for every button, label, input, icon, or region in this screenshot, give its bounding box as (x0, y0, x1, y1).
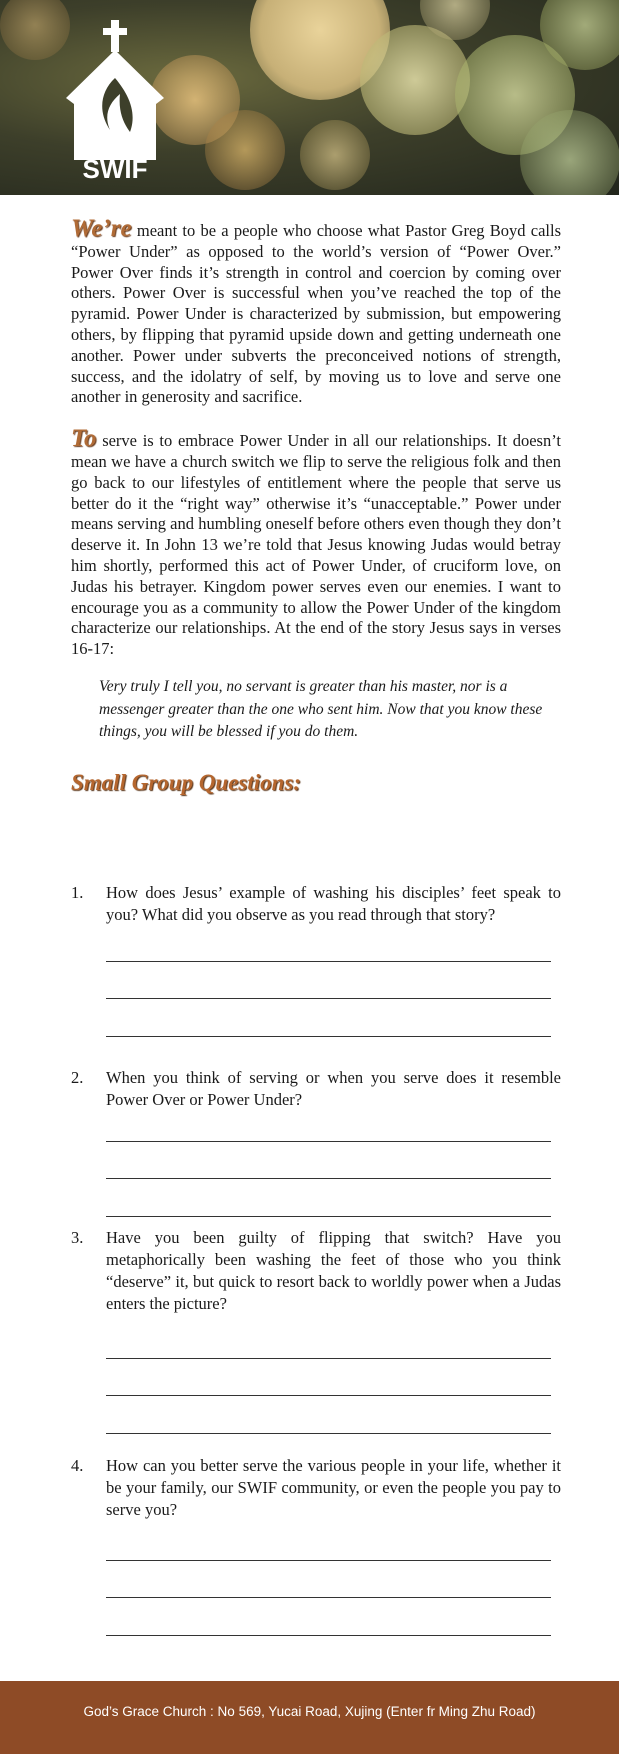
drop-word: To (71, 425, 97, 453)
question-number: 3. (71, 1228, 84, 1247)
question-text: When you think of serving or when you serve does it resemble Power Over or Power Under? (106, 1068, 561, 1109)
answer-line[interactable] (106, 1141, 551, 1142)
section-title: Small Group Questions: (71, 769, 302, 795)
answer-line[interactable] (106, 961, 551, 962)
main-content (71, 215, 561, 796)
footer-address: God’s Grace Church : No 569, Yucai Road, Xujing (Enter fr Ming Zhu Road) (83, 1704, 536, 1719)
scripture-quote: Very truly I tell you, no servant is greater than his master, nor is a messenger greater than the one who sent him. Now that you know these things, you will be blessed if you do them. (99, 677, 543, 741)
question-number: 4. (71, 1456, 84, 1475)
question-text: How does Jesus’ example of washing his disciples’ feet speak to you? What did you observe as you read through that story? (106, 883, 561, 924)
drop-word: We’re (71, 215, 132, 242)
answer-line[interactable] (106, 1635, 551, 1636)
answer-line[interactable] (106, 1036, 551, 1037)
paragraph-text: meant to be a people who choose what Pastor Greg Boyd calls “Power Under” as opposed to the world’s version of “Power Over.” Power Over finds it’s strength in control and coercion by coming over others. Power Over is successful when you’ve reached the top of the pyramid. Power Under is characterized by submission, but empowering others, by flipping that pyramid upside down and getting underneath one another. Power under subverts the preconceived notions of strength, success, and the idolatry of self, by moving us to love and serve one another in generosity and sacrifice. (71, 221, 561, 407)
answer-line[interactable] (106, 1560, 551, 1561)
question-text: Have you been guilty of flipping that switch? Have you metaphorically been washing the feet of those who you think “deserve” it, but quick to resort back to worldly power when a Judas enters the picture? (106, 1228, 561, 1313)
answer-line[interactable] (106, 1395, 551, 1396)
bokeh-light (205, 110, 285, 190)
header-banner (0, 0, 619, 195)
answer-line[interactable] (106, 1216, 551, 1217)
church-logo-icon (60, 20, 170, 180)
answer-line[interactable] (106, 998, 551, 999)
bokeh-light (300, 120, 370, 190)
intro-paragraph (71, 215, 561, 408)
answer-line[interactable] (106, 1178, 551, 1179)
bokeh-light (360, 25, 470, 135)
bokeh-light (520, 110, 619, 195)
answer-line[interactable] (106, 1358, 551, 1359)
answer-line[interactable] (106, 1433, 551, 1434)
svg-text:SWIF: SWIF (82, 154, 148, 180)
serve-paragraph (71, 425, 561, 660)
question-number: 2. (71, 1068, 84, 1087)
question-number: 1. (71, 883, 84, 902)
footer-bar (0, 1681, 619, 1754)
answer-line[interactable] (106, 1597, 551, 1598)
question-text: How can you better serve the various people in your life, whether it be your family, our SWIF community, or even the people you pay to serve you? (106, 1456, 561, 1519)
paragraph-text: serve is to embrace Power Under in all our relationships. It doesn’t mean we have a church switch we flip to serve the religious folk and then go back to our lifestyles of entitlement where the people that serve us better do it the “right way” otherwise it’s “unacceptable.” Power under means serving and humbling oneself before others even though they don’t deserve it. In John 13 we’re told that Jesus knowing Judas would betray him shortly, performed this act of Power Under, of cruciform love, on Judas his betrayer. Kingdom power serves even our enemies. I want to encourage you as a community to allow the Power Under of the kingdom characterize our relationships. At the end of the story Jesus says in verses 16-17: (71, 431, 561, 659)
